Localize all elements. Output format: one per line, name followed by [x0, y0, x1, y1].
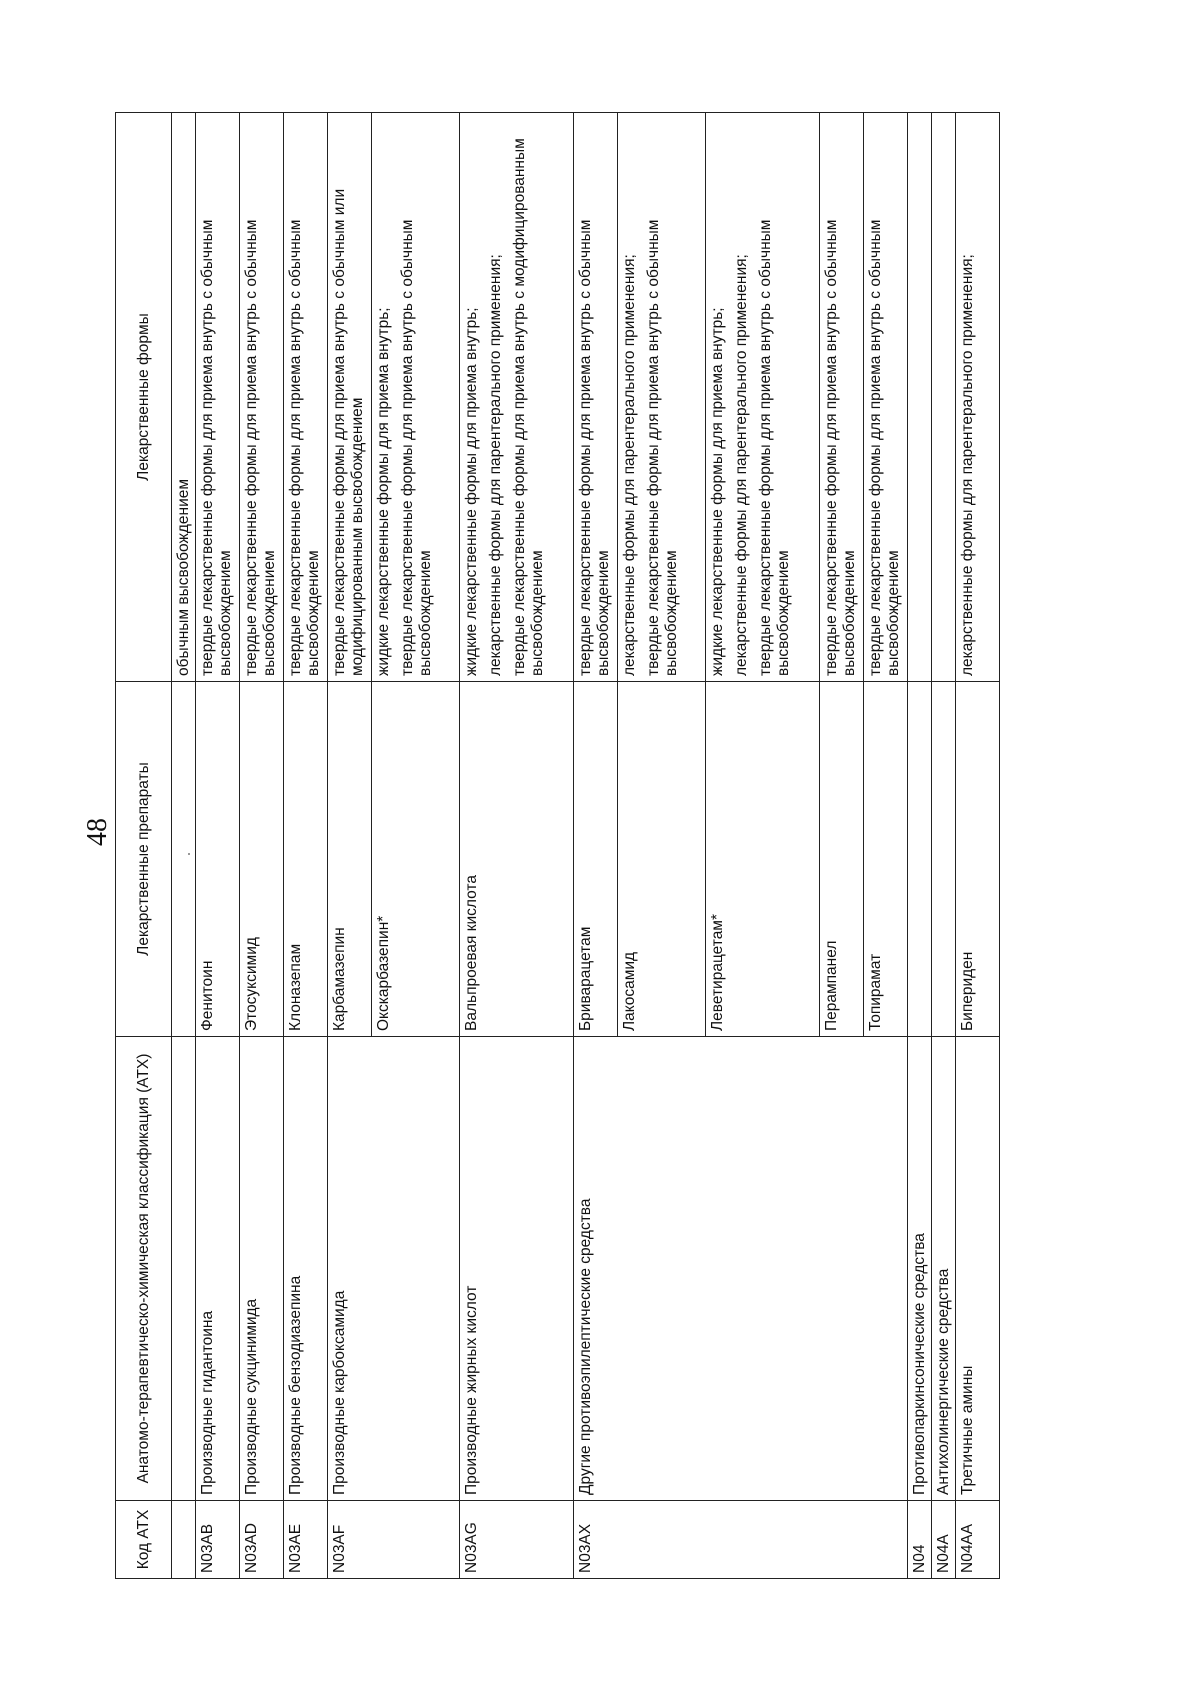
cell-code: N03AF: [328, 1501, 460, 1579]
cell-atc: [172, 1037, 196, 1501]
cell-drug: Клоназепам: [284, 682, 328, 1037]
cell-drug: Карбамазепин: [328, 682, 372, 1037]
cell-atc: Противопаркинсонические средства: [908, 1037, 932, 1501]
header-forms: Лекарственные формы: [116, 113, 172, 682]
form-text: твердые лекарственные формы для приема внутрь с обычным или модифицированным высвобождением: [331, 188, 366, 676]
cell-drug: Бипериден: [956, 682, 1000, 1037]
cell-atc: Производные гидантоина: [196, 1037, 240, 1501]
cell-drug: Леветирацетам*: [706, 682, 820, 1037]
cell-atc: Другие противоэпилептические средства: [574, 1037, 908, 1501]
cell-drug: Окскарбазепин*: [372, 682, 460, 1037]
form-text: жидкие лекарственные формы для приема внутрь;: [463, 307, 480, 676]
cell-drug: [172, 682, 196, 1037]
table-row: [284, 113, 328, 1579]
table-row: [172, 113, 196, 1579]
cell-forms: [706, 113, 820, 682]
cell-code: N03AB: [196, 1501, 240, 1579]
cell-forms: [618, 113, 706, 682]
header-code: Код АТХ: [116, 1501, 172, 1579]
table-header-row: [116, 113, 172, 1579]
table-row: [574, 113, 618, 1579]
form-text: жидкие лекарственные формы для приема внутрь;: [375, 307, 392, 676]
header-atc: Анатомо-терапевтическо-химическая классификация (АТХ): [116, 1037, 172, 1501]
cell-forms: [328, 113, 372, 682]
cell-forms: [908, 113, 932, 682]
cell-drug: Этосуксимид: [240, 682, 284, 1037]
cell-forms: [574, 113, 618, 682]
cell-atc: Антихолинергические средства: [932, 1037, 956, 1501]
page-number: 48: [82, 818, 113, 846]
form-text: обычным высвобождением: [175, 478, 192, 676]
cell-atc: Производные бензодиазепина: [284, 1037, 328, 1501]
cell-code: N03AE: [284, 1501, 328, 1579]
cell-atc: Производные карбоксамида: [328, 1037, 460, 1501]
cell-drug: Перампанел: [820, 682, 864, 1037]
cell-code: N04AA: [956, 1501, 1000, 1579]
cell-forms: [864, 113, 908, 682]
table-row: [196, 113, 240, 1579]
form-text: твердые лекарственные формы для приема внутрь с обычным высвобождением: [757, 219, 792, 676]
cell-drug: Фенитоин: [196, 682, 240, 1037]
cell-forms: [284, 113, 328, 682]
cell-atc: Производные жирных кислот: [460, 1037, 574, 1501]
cell-code: N03AG: [460, 1501, 574, 1579]
header-drug: Лекарственные препараты: [116, 682, 172, 1037]
cell-code: N04A: [932, 1501, 956, 1579]
cell-drug: Бриварацетам: [574, 682, 618, 1037]
drug-table: [115, 112, 1000, 1579]
table-row: [908, 113, 932, 1579]
cell-atc: Третичные амины: [956, 1037, 1000, 1501]
form-text: твердые лекарственные формы для приема внутрь с обычным высвобождением: [243, 219, 278, 676]
form-text: твердые лекарственные формы для приема внутрь с обычным высвобождением: [645, 219, 680, 676]
form-text: лекарственные формы для парентерального применения;: [621, 254, 638, 676]
form-text: твердые лекарственные формы для приема внутрь с обычным высвобождением: [577, 219, 612, 676]
table-row: [240, 113, 284, 1579]
cell-code: N03AX: [574, 1501, 908, 1579]
cell-forms: [172, 113, 196, 682]
form-text: твердые лекарственные формы для приема внутрь с обычным высвобождением: [867, 219, 902, 676]
cell-drug: Вальпроевая кислота: [460, 682, 574, 1037]
cell-drug: Топирамат: [864, 682, 908, 1037]
form-text: твердые лекарственные формы для приема внутрь с обычным высвобождением: [399, 219, 434, 676]
table-row: [932, 113, 956, 1579]
cell-forms: [196, 113, 240, 682]
form-text: твердые лекарственные формы для приема внутрь с обычным высвобождением: [287, 219, 322, 676]
table-row: [328, 113, 372, 1579]
form-text: лекарственные формы для парентерального применения;: [733, 254, 750, 676]
cell-atc: Производные сукцинимида: [240, 1037, 284, 1501]
rotated-table-container: [115, 113, 1065, 1579]
form-text: твердые лекарственные формы для приема внутрь с модифицированным высвобождением: [511, 138, 546, 676]
form-text: твердые лекарственные формы для приема внутрь с обычным высвобождением: [199, 219, 234, 676]
cell-forms: [240, 113, 284, 682]
cell-forms: [932, 113, 956, 682]
cell-forms: [820, 113, 864, 682]
cell-forms: [956, 113, 1000, 682]
table-row: [956, 113, 1000, 1579]
cell-forms: [372, 113, 460, 682]
cell-code: [172, 1501, 196, 1579]
form-text: твердые лекарственные формы для приема внутрь с обычным высвобождением: [823, 219, 858, 676]
cell-forms: [460, 113, 574, 682]
form-text: лекарственные формы для парентерального применения;: [959, 254, 976, 676]
form-text: лекарственные формы для парентерального применения;: [487, 254, 504, 676]
cell-drug: [932, 682, 956, 1037]
cell-code: N04: [908, 1501, 932, 1579]
cell-code: N03AD: [240, 1501, 284, 1579]
table-row: [460, 113, 574, 1579]
form-text: жидкие лекарственные формы для приема внутрь;: [709, 307, 726, 676]
cell-drug: [908, 682, 932, 1037]
cell-drug: Лакосамид: [618, 682, 706, 1037]
